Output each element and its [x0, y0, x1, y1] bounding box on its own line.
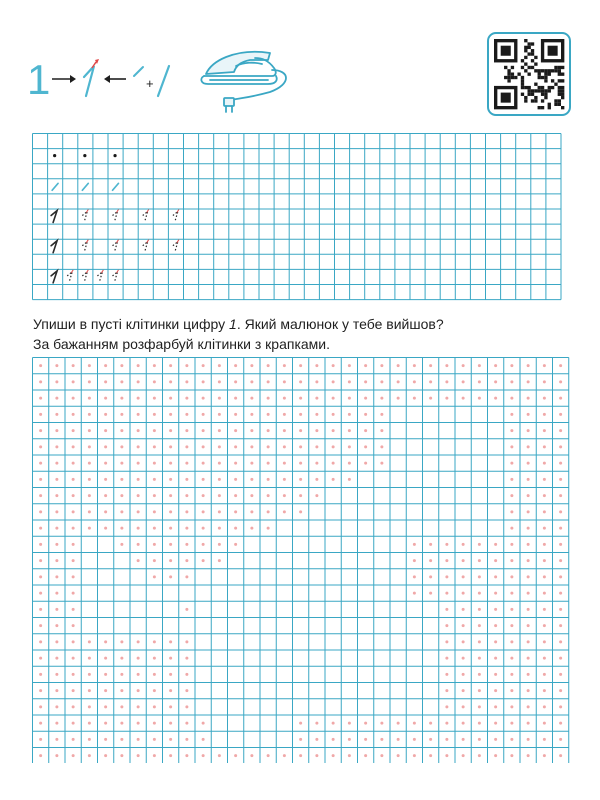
instructions: [33, 314, 573, 354]
practice-trace: [113, 240, 119, 252]
instruction-line-2: За бажанням розфарбуй клітинки з крапками.: [33, 336, 331, 352]
iron-icon: [201, 52, 286, 112]
written-one-icon: [84, 66, 94, 96]
grid-lines: [33, 358, 569, 764]
instruction-line-1: [33, 314, 573, 334]
arrow-right-icon: [52, 75, 76, 83]
practice-stroke: [52, 183, 58, 190]
grid-lines: [33, 134, 562, 300]
practice-dot: [83, 154, 86, 157]
instruction-text-1b: . Який малюнок у тебе вийшов?: [236, 316, 444, 332]
digit-sample: 1: [27, 56, 51, 103]
dot-pattern: [39, 364, 562, 757]
practice-dot: [53, 154, 56, 157]
instruction-digit: 1: [229, 316, 237, 332]
practice-stroke: [113, 183, 119, 190]
practice-trace: [113, 210, 119, 222]
practice-trace: [173, 240, 179, 252]
arrow-left-icon: [104, 75, 126, 83]
practice-trace: [82, 210, 88, 222]
practice-one: [51, 211, 57, 223]
qr-code-icon: [488, 33, 570, 115]
practice-trace: [143, 240, 149, 252]
practice-trace: [113, 270, 119, 282]
practice-dot: [113, 154, 116, 157]
plus-sign: +: [146, 76, 154, 91]
practice-trace: [82, 270, 88, 282]
picture-grid: [32, 357, 573, 763]
practice-trace: [82, 240, 88, 252]
short-stroke-icon: [134, 67, 143, 76]
header-graphic: [0, 0, 600, 125]
long-stroke-icon: [158, 66, 169, 96]
practice-one: [51, 241, 57, 253]
instruction-text-1a: Упиши в пусті клітинки цифру: [33, 316, 230, 332]
practice-one: [51, 271, 57, 283]
practice-trace: [143, 210, 149, 222]
practice-trace: [173, 210, 179, 222]
header: [0, 0, 600, 125]
practice-grid: [32, 133, 573, 301]
practice-stroke: [82, 183, 88, 190]
practice-trace: [97, 270, 103, 282]
stroke-hint-icon: [92, 59, 99, 68]
practice-trace: [67, 270, 73, 282]
